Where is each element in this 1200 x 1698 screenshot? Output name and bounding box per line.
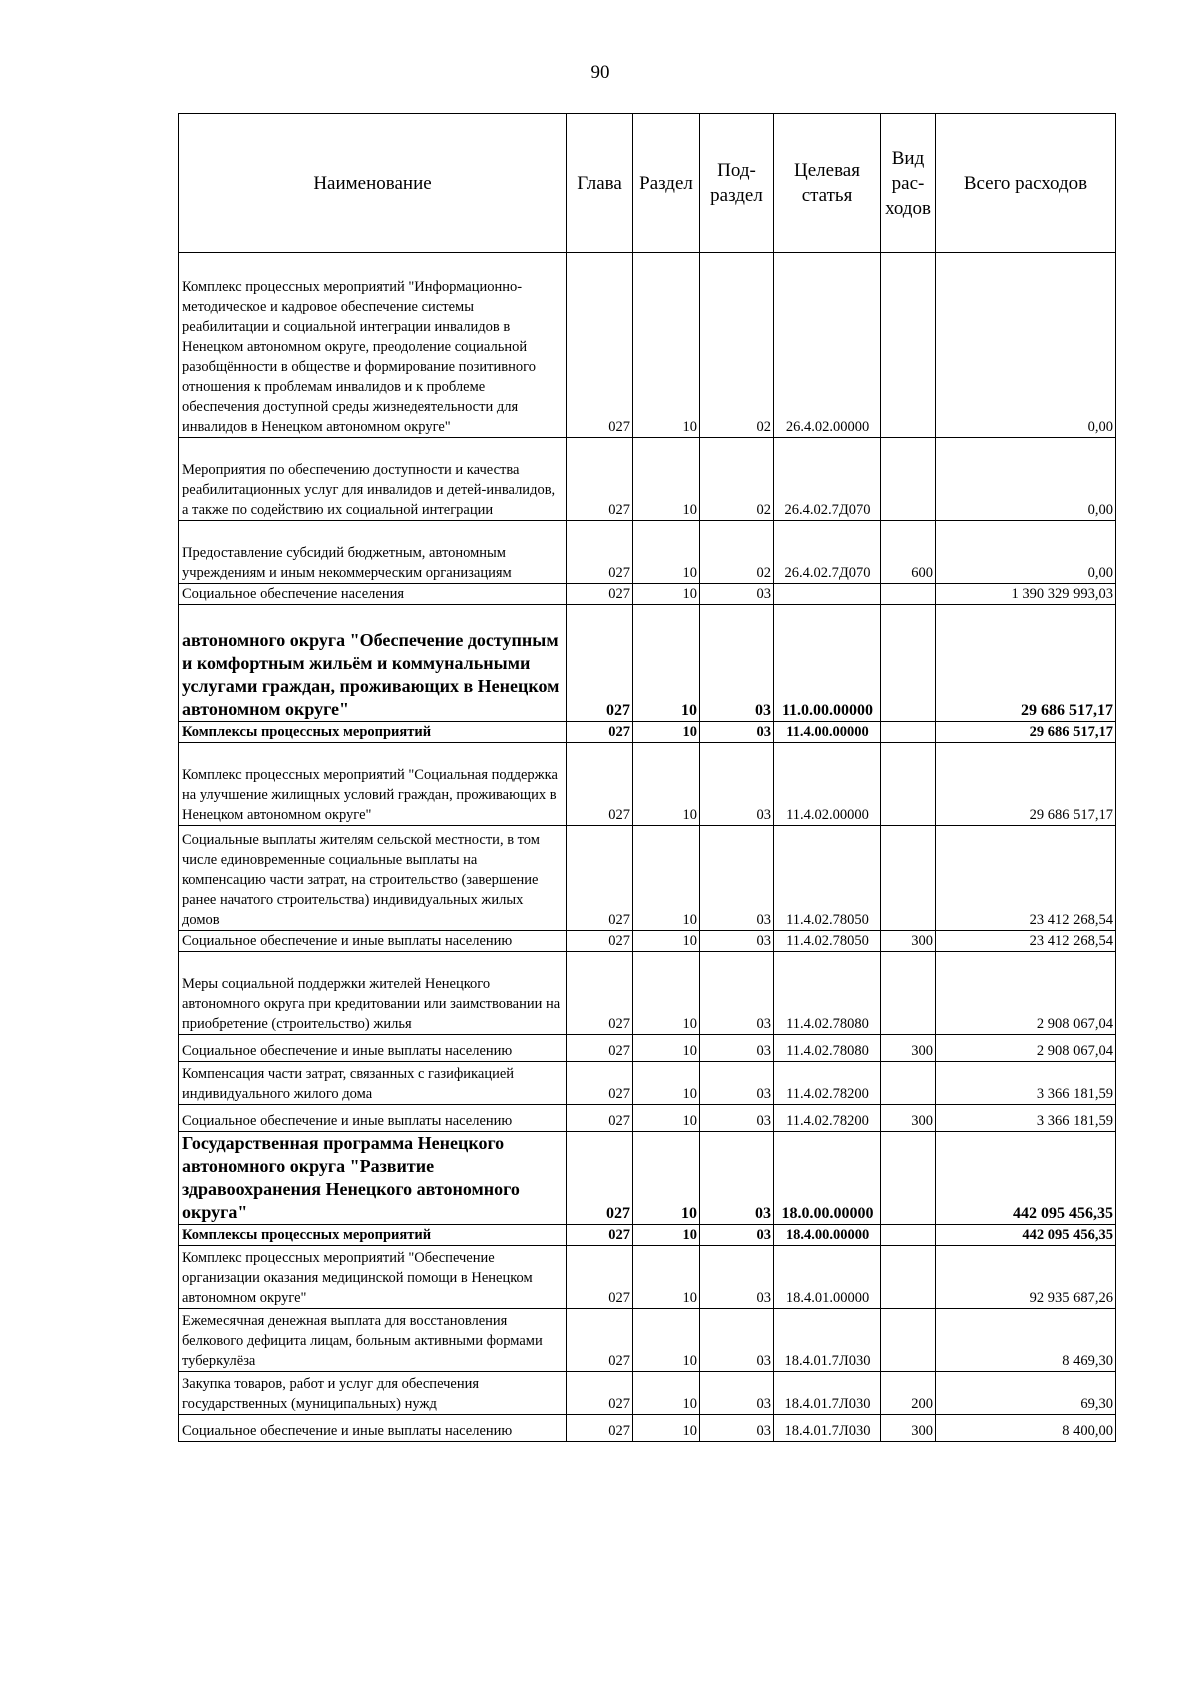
- cell-vid: [881, 253, 936, 438]
- cell-name: Социальное обеспечение и иные выплаты населению: [179, 931, 567, 952]
- cell-glava: 027: [567, 1105, 633, 1132]
- table-row: [179, 931, 1116, 952]
- table-row: [179, 1415, 1116, 1442]
- cell-name: Мероприятия по обеспечению доступности и качества реабилитационных услуг для инвалидов и детей-инвалидов, а также по содействию их социальной интеграции: [179, 438, 567, 521]
- cell-name: Социальное обеспечение и иные выплаты населению: [179, 1415, 567, 1442]
- cell-name: Меры социальной поддержки жителей Ненецкого автономного округа при кредитовании или заимствовании на приобретение (строительство) жилья: [179, 952, 567, 1035]
- cell-total: 3 366 181,59: [936, 1062, 1116, 1105]
- table-row: [179, 1035, 1116, 1062]
- cell-podrazdel: 03: [700, 1035, 774, 1062]
- cell-name: Социальные выплаты жителям сельской местности, в том числе единовременные социальные выплаты на компенсацию части затрат, на строительство (завершение ранее начатого строительства) индивидуальных жилых домов: [179, 826, 567, 931]
- cell-name: Комплексы процессных мероприятий: [179, 1225, 567, 1246]
- header-podrazdel: Под-раздел: [700, 114, 774, 253]
- table-row: [179, 743, 1116, 826]
- cell-podrazdel: 03: [700, 1105, 774, 1132]
- cell-vid: [881, 605, 936, 722]
- cell-podrazdel: 02: [700, 521, 774, 584]
- cell-vid: 200: [881, 1372, 936, 1415]
- cell-razdel: 10: [633, 605, 700, 722]
- cell-total: 29 686 517,17: [936, 605, 1116, 722]
- cell-glava: 027: [567, 1225, 633, 1246]
- table-row: [179, 952, 1116, 1035]
- cell-podrazdel: 03: [700, 1372, 774, 1415]
- cell-podrazdel: 03: [700, 1415, 774, 1442]
- cell-podrazdel: 03: [700, 1132, 774, 1225]
- header-total: Всего расходов: [936, 114, 1116, 253]
- cell-razdel: 10: [633, 1246, 700, 1309]
- cell-razdel: 10: [633, 1309, 700, 1372]
- cell-vid: [881, 584, 936, 605]
- cell-podrazdel: 03: [700, 1309, 774, 1372]
- cell-podrazdel: 03: [700, 1062, 774, 1105]
- cell-celevaya: 11.0.00.00000: [774, 605, 881, 722]
- cell-podrazdel: 03: [700, 605, 774, 722]
- cell-name: Социальное обеспечение и иные выплаты населению: [179, 1105, 567, 1132]
- cell-glava: 027: [567, 1062, 633, 1105]
- cell-vid: [881, 1246, 936, 1309]
- cell-vid: [881, 743, 936, 826]
- cell-podrazdel: 03: [700, 743, 774, 826]
- cell-razdel: 10: [633, 438, 700, 521]
- cell-razdel: 10: [633, 1035, 700, 1062]
- cell-total: 69,30: [936, 1372, 1116, 1415]
- cell-glava: 027: [567, 931, 633, 952]
- table-row: [179, 1372, 1116, 1415]
- cell-celevaya: 11.4.02.78200: [774, 1062, 881, 1105]
- cell-glava: 027: [567, 1309, 633, 1372]
- cell-razdel: 10: [633, 253, 700, 438]
- table-row: [179, 722, 1116, 743]
- cell-glava: 027: [567, 1415, 633, 1442]
- cell-total: 29 686 517,17: [936, 722, 1116, 743]
- table-row: [179, 1132, 1116, 1225]
- cell-name: Комплекс процессных мероприятий "Социальная поддержка на улучшение жилищных условий граждан, проживающих в Ненецком автономном округе": [179, 743, 567, 826]
- cell-razdel: 10: [633, 1225, 700, 1246]
- header-glava: Глава: [567, 114, 633, 253]
- cell-vid: [881, 826, 936, 931]
- table-row: [179, 1309, 1116, 1372]
- cell-celevaya: 11.4.02.78080: [774, 1035, 881, 1062]
- cell-celevaya: 26.4.02.7Д070: [774, 438, 881, 521]
- cell-podrazdel: 03: [700, 1246, 774, 1309]
- cell-total: 1 390 329 993,03: [936, 584, 1116, 605]
- cell-razdel: 10: [633, 521, 700, 584]
- cell-vid: 300: [881, 931, 936, 952]
- cell-celevaya: 18.4.01.00000: [774, 1246, 881, 1309]
- cell-total: 23 412 268,54: [936, 931, 1116, 952]
- cell-total: 0,00: [936, 521, 1116, 584]
- cell-razdel: 10: [633, 952, 700, 1035]
- table-row: [179, 1246, 1116, 1309]
- cell-podrazdel: 03: [700, 1225, 774, 1246]
- cell-glava: 027: [567, 743, 633, 826]
- cell-celevaya: 11.4.02.00000: [774, 743, 881, 826]
- header-celevaya: Целевая статья: [774, 114, 881, 253]
- cell-glava: 027: [567, 584, 633, 605]
- cell-glava: 027: [567, 952, 633, 1035]
- cell-podrazdel: 03: [700, 931, 774, 952]
- cell-glava: 027: [567, 521, 633, 584]
- cell-glava: 027: [567, 1132, 633, 1225]
- cell-razdel: 10: [633, 1372, 700, 1415]
- cell-celevaya: [774, 584, 881, 605]
- cell-razdel: 10: [633, 1105, 700, 1132]
- cell-total: 0,00: [936, 253, 1116, 438]
- table-row: [179, 605, 1116, 722]
- cell-razdel: 10: [633, 1415, 700, 1442]
- table-row: [179, 1225, 1116, 1246]
- cell-podrazdel: 02: [700, 438, 774, 521]
- cell-total: 92 935 687,26: [936, 1246, 1116, 1309]
- cell-name: Компенсация части затрат, связанных с газификацией индивидуального жилого дома: [179, 1062, 567, 1105]
- cell-total: 442 095 456,35: [936, 1225, 1116, 1246]
- cell-celevaya: 11.4.02.78080: [774, 952, 881, 1035]
- table-row: [179, 1062, 1116, 1105]
- cell-celevaya: 26.4.02.00000: [774, 253, 881, 438]
- cell-vid: [881, 1309, 936, 1372]
- cell-name: Социальное обеспечение населения: [179, 584, 567, 605]
- cell-podrazdel: 02: [700, 253, 774, 438]
- table-row: [179, 1105, 1116, 1132]
- page-number: 90: [590, 62, 610, 83]
- cell-razdel: 10: [633, 584, 700, 605]
- cell-total: 29 686 517,17: [936, 743, 1116, 826]
- cell-celevaya: 11.4.02.78200: [774, 1105, 881, 1132]
- cell-vid: 600: [881, 521, 936, 584]
- cell-celevaya: 11.4.00.00000: [774, 722, 881, 743]
- cell-name: Комплекс процессных мероприятий "Информационно-методическое и кадровое обеспечение системы реабилитации и социальной интеграции инвалидов в Ненецком автономном округе, преодоление социальной разобщённости в обществе и формирование позитивного отношения к проблемам инвалидов и к проблеме обеспечения доступной среды жизнедеятельности для инвалидов в Ненецком автономном округе": [179, 253, 567, 438]
- cell-podrazdel: 03: [700, 584, 774, 605]
- cell-celevaya: 18.4.01.7Л030: [774, 1309, 881, 1372]
- table-row: [179, 438, 1116, 521]
- cell-podrazdel: 03: [700, 826, 774, 931]
- cell-total: 23 412 268,54: [936, 826, 1116, 931]
- cell-vid: [881, 722, 936, 743]
- cell-name: автономного округа "Обеспечение доступным и комфортным жильём и коммунальными услугами граждан, проживающих в Ненецком автономном округе": [179, 605, 567, 722]
- cell-name: Предоставление субсидий бюджетным, автономным учреждениям и иным некоммерческим организациям: [179, 521, 567, 584]
- cell-total: 8 469,30: [936, 1309, 1116, 1372]
- cell-celevaya: 11.4.02.78050: [774, 931, 881, 952]
- cell-name: Закупка товаров, работ и услуг для обеспечения государственных (муниципальных) нужд: [179, 1372, 567, 1415]
- cell-glava: 027: [567, 1035, 633, 1062]
- cell-vid: [881, 438, 936, 521]
- cell-vid: 300: [881, 1105, 936, 1132]
- cell-vid: [881, 952, 936, 1035]
- header-razdel: Раздел: [633, 114, 700, 253]
- header-name: Наименование: [179, 114, 567, 253]
- cell-podrazdel: 03: [700, 952, 774, 1035]
- cell-podrazdel: 03: [700, 722, 774, 743]
- cell-vid: 300: [881, 1415, 936, 1442]
- cell-vid: 300: [881, 1035, 936, 1062]
- cell-razdel: 10: [633, 743, 700, 826]
- cell-vid: [881, 1132, 936, 1225]
- cell-total: 2 908 067,04: [936, 1035, 1116, 1062]
- cell-name: Государственная программа Ненецкого автономного округа "Развитие здравоохранения Ненецкого автономного округа": [179, 1132, 567, 1225]
- cell-razdel: 10: [633, 1132, 700, 1225]
- cell-name: Комплекс процессных мероприятий "Обеспечение организации оказания медицинской помощи в Ненецком автономном округе": [179, 1246, 567, 1309]
- cell-vid: [881, 1062, 936, 1105]
- cell-total: 442 095 456,35: [936, 1132, 1116, 1225]
- table-row: [179, 584, 1116, 605]
- cell-glava: 027: [567, 1372, 633, 1415]
- cell-celevaya: 18.0.00.00000: [774, 1132, 881, 1225]
- table-row: [179, 521, 1116, 584]
- cell-total: 3 366 181,59: [936, 1105, 1116, 1132]
- header-vid: Вид рас-ходов: [881, 114, 936, 253]
- cell-celevaya: 26.4.02.7Д070: [774, 521, 881, 584]
- cell-total: 2 908 067,04: [936, 952, 1116, 1035]
- cell-total: 0,00: [936, 438, 1116, 521]
- cell-glava: 027: [567, 605, 633, 722]
- cell-glava: 027: [567, 438, 633, 521]
- budget-table: [178, 113, 1116, 1442]
- cell-glava: 027: [567, 253, 633, 438]
- cell-celevaya: 18.4.01.7Л030: [774, 1415, 881, 1442]
- cell-celevaya: 18.4.01.7Л030: [774, 1372, 881, 1415]
- cell-razdel: 10: [633, 931, 700, 952]
- cell-celevaya: 18.4.00.00000: [774, 1225, 881, 1246]
- cell-celevaya: 11.4.02.78050: [774, 826, 881, 931]
- cell-total: 8 400,00: [936, 1415, 1116, 1442]
- cell-glava: 027: [567, 1246, 633, 1309]
- cell-glava: 027: [567, 722, 633, 743]
- table-row: [179, 826, 1116, 931]
- cell-vid: [881, 1225, 936, 1246]
- table-row: [179, 253, 1116, 438]
- cell-razdel: 10: [633, 1062, 700, 1105]
- cell-name: Ежемесячная денежная выплата для восстановления белкового дефицита лицам, больным активными формами туберкулёза: [179, 1309, 567, 1372]
- cell-name: Комплексы процессных мероприятий: [179, 722, 567, 743]
- cell-razdel: 10: [633, 722, 700, 743]
- header-row: [179, 114, 1116, 253]
- cell-glava: 027: [567, 826, 633, 931]
- cell-razdel: 10: [633, 826, 700, 931]
- cell-name: Социальное обеспечение и иные выплаты населению: [179, 1035, 567, 1062]
